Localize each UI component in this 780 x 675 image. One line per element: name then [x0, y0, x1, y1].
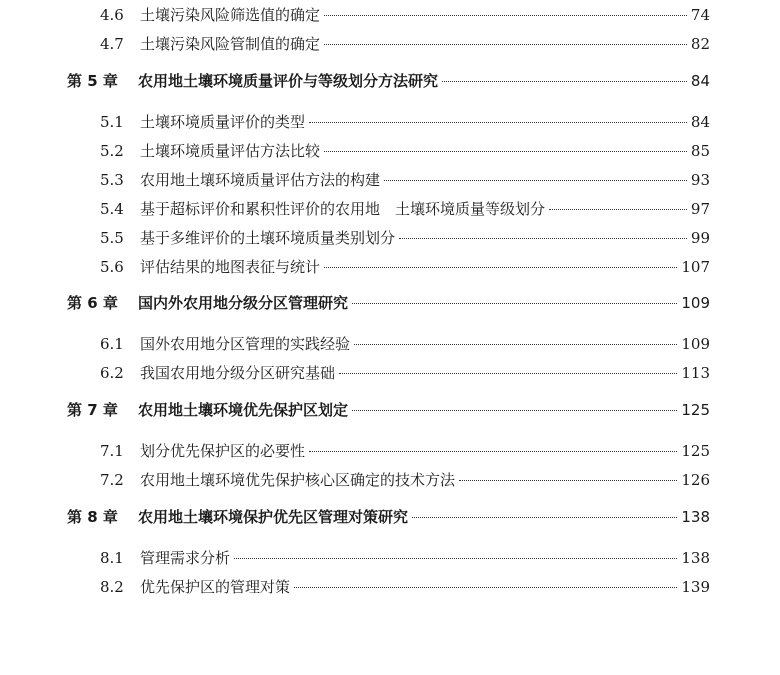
dot-leader: [412, 517, 677, 518]
section-title: 基于超标评价和累积性评价的农用地 土壤环境质量等级划分: [140, 200, 546, 218]
toc-entry-8-1[interactable]: [100, 547, 710, 568]
dot-leader: [354, 344, 677, 345]
page-number: 99: [690, 229, 710, 247]
page-number: 82: [690, 35, 710, 53]
section-title: 划分优先保护区的必要性: [140, 442, 306, 460]
dot-leader: [309, 451, 677, 452]
section-number: 8.2: [100, 578, 124, 596]
section-title: 基于多维评价的土壤环境质量类别划分: [140, 229, 396, 247]
section-title: 土壤污染风险筛选值的确定: [140, 6, 321, 24]
dot-leader: [352, 410, 677, 411]
toc-chapter-8[interactable]: [67, 506, 710, 527]
toc-entry-5-1[interactable]: [100, 111, 710, 132]
dot-leader: [399, 238, 687, 239]
chapter-number: 第 5 章: [67, 72, 118, 90]
section-number: 5.2: [100, 142, 124, 160]
toc-entry-5-2[interactable]: [100, 140, 710, 161]
section-number: 5.4: [100, 200, 124, 218]
toc-entry-7-2[interactable]: [100, 469, 710, 490]
page-number: 84: [690, 113, 710, 131]
page-number: 109: [681, 294, 710, 312]
chapter-title: 农用地土壤环境优先保护区划定: [138, 401, 349, 419]
chapter-number: 第 8 章: [67, 508, 118, 526]
dot-leader: [324, 267, 677, 268]
dot-leader: [234, 558, 677, 559]
chapter-number: 第 7 章: [67, 401, 118, 419]
page-number: 74: [690, 6, 710, 24]
chapter-title: 农用地土壤环境保护优先区管理对策研究: [138, 508, 409, 526]
toc-entry-6-1[interactable]: [100, 333, 710, 354]
dot-leader: [339, 373, 677, 374]
section-title: 国外农用地分区管理的实践经验: [140, 335, 351, 353]
toc-chapter-5[interactable]: [67, 70, 710, 91]
toc-entry-4-6[interactable]: [100, 4, 710, 25]
dot-leader: [459, 480, 677, 481]
dot-leader: [324, 151, 687, 152]
section-title: 农用地土壤环境质量评估方法的构建: [140, 171, 381, 189]
toc-chapter-7[interactable]: [67, 399, 710, 420]
section-number: 5.3: [100, 171, 124, 189]
section-title: 土壤污染风险管制值的确定: [140, 35, 321, 53]
toc-entry-5-6[interactable]: [100, 256, 710, 277]
chapter-number: 第 6 章: [67, 294, 118, 312]
toc-chapter-6[interactable]: [67, 292, 710, 313]
section-number: 7.1: [100, 442, 124, 460]
section-number: 5.6: [100, 258, 124, 276]
section-title: 土壤环境质量评估方法比较: [140, 142, 321, 160]
dot-leader: [309, 122, 687, 123]
section-number: 6.2: [100, 364, 124, 382]
dot-leader: [384, 180, 687, 181]
section-number: 6.1: [100, 335, 124, 353]
dot-leader: [324, 44, 687, 45]
section-title: 农用地土壤环境优先保护核心区确定的技术方法: [140, 471, 456, 489]
page-number: 107: [681, 258, 710, 276]
section-title: 评估结果的地图表征与统计: [140, 258, 321, 276]
page-number: 138: [681, 508, 710, 526]
section-title: 优先保护区的管理对策: [140, 578, 291, 596]
toc-entry-5-4[interactable]: [100, 198, 710, 219]
section-number: 4.7: [100, 35, 124, 53]
page-number: 97: [690, 200, 710, 218]
section-title: 我国农用地分级分区研究基础: [140, 364, 336, 382]
toc-entry-5-5[interactable]: [100, 227, 710, 248]
dot-leader: [294, 587, 677, 588]
page-number: 84: [690, 72, 710, 90]
chapter-title: 农用地土壤环境质量评价与等级划分方法研究: [138, 72, 439, 90]
section-number: 8.1: [100, 549, 124, 567]
section-number: 4.6: [100, 6, 124, 24]
dot-leader: [442, 81, 687, 82]
section-number: 5.1: [100, 113, 124, 131]
page-number: 125: [681, 442, 710, 460]
toc-entry-8-2[interactable]: [100, 576, 710, 597]
dot-leader: [549, 209, 687, 210]
page-number: 85: [690, 142, 710, 160]
chapter-title: 国内外农用地分级分区管理研究: [138, 294, 349, 312]
section-title: 管理需求分析: [140, 549, 231, 567]
page-number: 125: [681, 401, 710, 419]
page-number: 113: [681, 364, 710, 382]
page-number: 109: [681, 335, 710, 353]
page-number: 126: [681, 471, 710, 489]
page-number: 139: [681, 578, 710, 596]
section-number: 5.5: [100, 229, 124, 247]
section-number: 7.2: [100, 471, 124, 489]
toc-entry-7-1[interactable]: [100, 440, 710, 461]
toc-entry-6-2[interactable]: [100, 362, 710, 383]
page-number: 93: [690, 171, 710, 189]
section-title: 土壤环境质量评价的类型: [140, 113, 306, 131]
toc-entry-4-7[interactable]: [100, 33, 710, 54]
toc-entry-5-3[interactable]: [100, 169, 710, 190]
page-number: 138: [681, 549, 710, 567]
dot-leader: [324, 15, 687, 16]
dot-leader: [352, 303, 677, 304]
